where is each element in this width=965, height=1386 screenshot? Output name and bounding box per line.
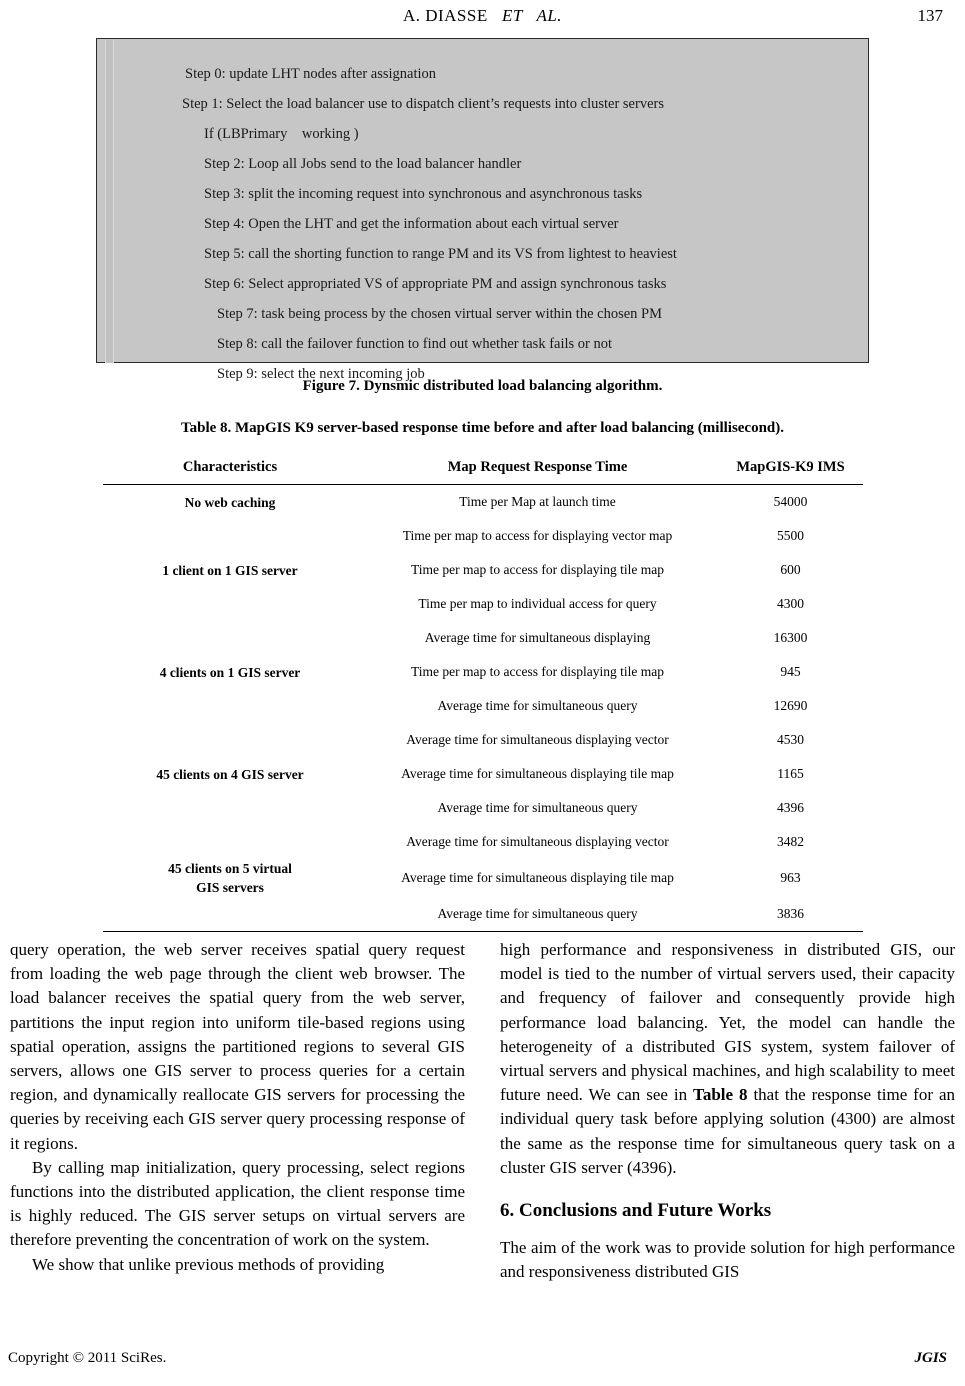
- paragraph-text-a: high performance and responsiveness in distributed GIS, our model is tied to the number of virtual servers used, their capacity and frequency of failover and consequently provide high performance load balancing. Yet, the model can handle the heterogeneity of a distributed GIS system, system failover of virtual servers and physical machines, and high scalability to meet future need. We can see in: [500, 940, 955, 1105]
- journal-abbreviation: JGIS: [914, 1350, 947, 1366]
- column-header-metric: Map Request Response Time: [357, 455, 718, 485]
- algorithm-step: Step 8: call the failover function to find out whether task fails or not: [217, 336, 613, 352]
- table-row: [103, 825, 863, 859]
- row-characteristic: [103, 587, 357, 621]
- row-value: 54000: [773, 494, 808, 509]
- paragraph-text-b: that the response time for an individual query task before applying solution (4300) are almost the same as the response time for simultaneous query task on a cluster GIS server (4396).: [500, 1085, 955, 1177]
- results-table: [103, 455, 863, 932]
- algorithm-step: Step 5: call the shorting function to range PM and its VS from lightest to heaviest: [204, 246, 677, 262]
- algorithm-step: Step 3: split the incoming request into synchronous and asynchronous tasks: [204, 186, 643, 202]
- paragraph: The aim of the work was to provide solution for high performance and responsiveness distributed GIS: [500, 1238, 955, 1282]
- table-row: [103, 553, 863, 587]
- row-metric: Average time for simultaneous query: [357, 897, 718, 932]
- table-row: [103, 587, 863, 621]
- row-value: 945: [780, 664, 801, 679]
- row-metric: Time per map to individual access for query: [418, 596, 657, 611]
- results-table-wrapper: [103, 455, 863, 932]
- column-header-value: MapGIS-K9 IMS: [718, 455, 863, 485]
- algorithm-step: Step 6: Select appropriated VS of appropriate PM and assign synchronous tasks: [204, 276, 667, 292]
- row-metric: Average time for simultaneous query: [437, 698, 638, 713]
- table-header-row: [103, 455, 863, 485]
- paragraph: query operation, the web server receives spatial query request from loading the web page through the client web browser. The load balancer receives the spatial query from the web server, partitions the input region into uniform tile-based regions using spatial operation, assigns the partitioned regions to several GIS servers, allows one GIS server to process queries for a certain region, and dynamically reallocate GIS servers for processing the queries by receiving each GIS server query processing response of it regions.: [10, 940, 465, 1153]
- algorithm-figure-box: [96, 38, 869, 382]
- row-metric: Time per Map at launch time: [459, 494, 616, 509]
- row-characteristic: [103, 825, 357, 859]
- row-metric: Average time for simultaneous displaying vector: [406, 732, 669, 747]
- algorithm-step: Step 7: task being process by the chosen virtual server within the chosen PM: [217, 306, 662, 322]
- row-metric: Average time for simultaneous displaying: [424, 630, 651, 645]
- table-row: [103, 655, 863, 689]
- paragraph: By calling map initialization, query processing, select regions functions into the distributed application, the client response time is highly reduced. The GIS server setups on virtual servers are therefore preventing the concentration of work on the system.: [10, 1157, 465, 1250]
- article-body: [0, 938, 965, 1338]
- row-metric: Time per map to access for displaying tile map: [411, 562, 664, 577]
- table-row: [103, 859, 863, 897]
- table-row: [103, 621, 863, 655]
- table-body: [103, 485, 863, 932]
- row-characteristic: [103, 897, 357, 932]
- body-column-left: [10, 938, 465, 1277]
- row-metric: Average time for simultaneous query: [437, 800, 638, 815]
- row-value: 4396: [777, 800, 804, 815]
- row-value: 600: [780, 562, 801, 577]
- row-characteristic: 45 clients on 4 GIS server: [156, 766, 304, 782]
- paragraph: We show that unlike previous methods of providing: [32, 1254, 385, 1274]
- table-row: [103, 757, 863, 791]
- row-characteristic: 4 clients on 1 GIS server: [159, 664, 301, 680]
- row-characteristic: No web caching: [184, 494, 276, 510]
- paragraph: [500, 938, 955, 1180]
- row-value: 4530: [777, 732, 804, 747]
- algorithm-step: Step 2: Loop all Jobs send to the load balancer handler: [204, 156, 522, 172]
- row-metric: Average time for simultaneous displaying vector: [406, 834, 669, 849]
- row-metric: Average time for simultaneous displaying tile map: [401, 870, 674, 885]
- figure-caption: Figure 7. Dynsmic distributed load balancing algorithm.: [302, 378, 663, 394]
- page-number: 137: [917, 6, 943, 25]
- copyright-notice: Copyright © 2011 SciRes.: [8, 1350, 167, 1366]
- running-head-authors: A. DIASSE: [402, 6, 488, 25]
- body-column-right: [500, 938, 955, 1284]
- row-characteristic: [103, 689, 357, 723]
- row-characteristic: [103, 723, 357, 757]
- column-header-characteristics: Characteristics: [103, 455, 357, 485]
- algorithm-step: Step 1: Select the load balancer use to dispatch client’s requests into cluster servers: [182, 96, 664, 112]
- row-characteristic: [103, 519, 357, 553]
- algorithm-step: If (LBPrimary working ): [204, 126, 359, 142]
- section-heading: 6. Conclusions and Future Works: [500, 1200, 772, 1222]
- row-characteristic: [103, 621, 357, 655]
- running-head-title: [0, 6, 965, 26]
- algorithm-step: Step 9: select the next incoming job: [217, 366, 425, 382]
- row-value: 5500: [777, 528, 804, 543]
- row-value: 1165: [777, 766, 804, 781]
- table-row: [103, 689, 863, 723]
- row-metric: Time per map to access for displaying vector map: [402, 528, 673, 543]
- table-row: [103, 485, 863, 520]
- algorithm-step: Step 4: Open the LHT and get the information about each virtual server: [204, 216, 619, 232]
- table-row: [103, 897, 863, 932]
- table-row: [103, 723, 863, 757]
- row-value: 4300: [777, 596, 804, 611]
- row-value: 963: [780, 870, 801, 885]
- algorithm-step: Step 0: update LHT nodes after assignation: [185, 66, 437, 82]
- row-characteristic: [103, 791, 357, 825]
- row-metric: Time per map to access for displaying tile map: [411, 664, 664, 679]
- row-value: 3836: [718, 897, 863, 932]
- algorithm-step-list: [97, 59, 868, 389]
- table-reference: Table 8: [693, 1085, 748, 1105]
- row-value: 16300: [773, 630, 808, 645]
- table-row: [103, 519, 863, 553]
- row-characteristic: 1 client on 1 GIS server: [162, 562, 298, 578]
- row-value: 3482: [777, 834, 804, 849]
- row-characteristic: 45 clients on 5 virtual GIS servers: [168, 861, 292, 895]
- table-caption: Table 8. MapGIS K9 server-based response time before and after load balancing (millisecond).: [180, 420, 785, 436]
- table-row: [103, 791, 863, 825]
- page-footer: [0, 1350, 965, 1372]
- row-value: 12690: [773, 698, 808, 713]
- row-metric: Average time for simultaneous displaying tile map: [401, 766, 674, 781]
- running-head-etal: ET AL.: [501, 6, 563, 25]
- running-head: [0, 6, 965, 32]
